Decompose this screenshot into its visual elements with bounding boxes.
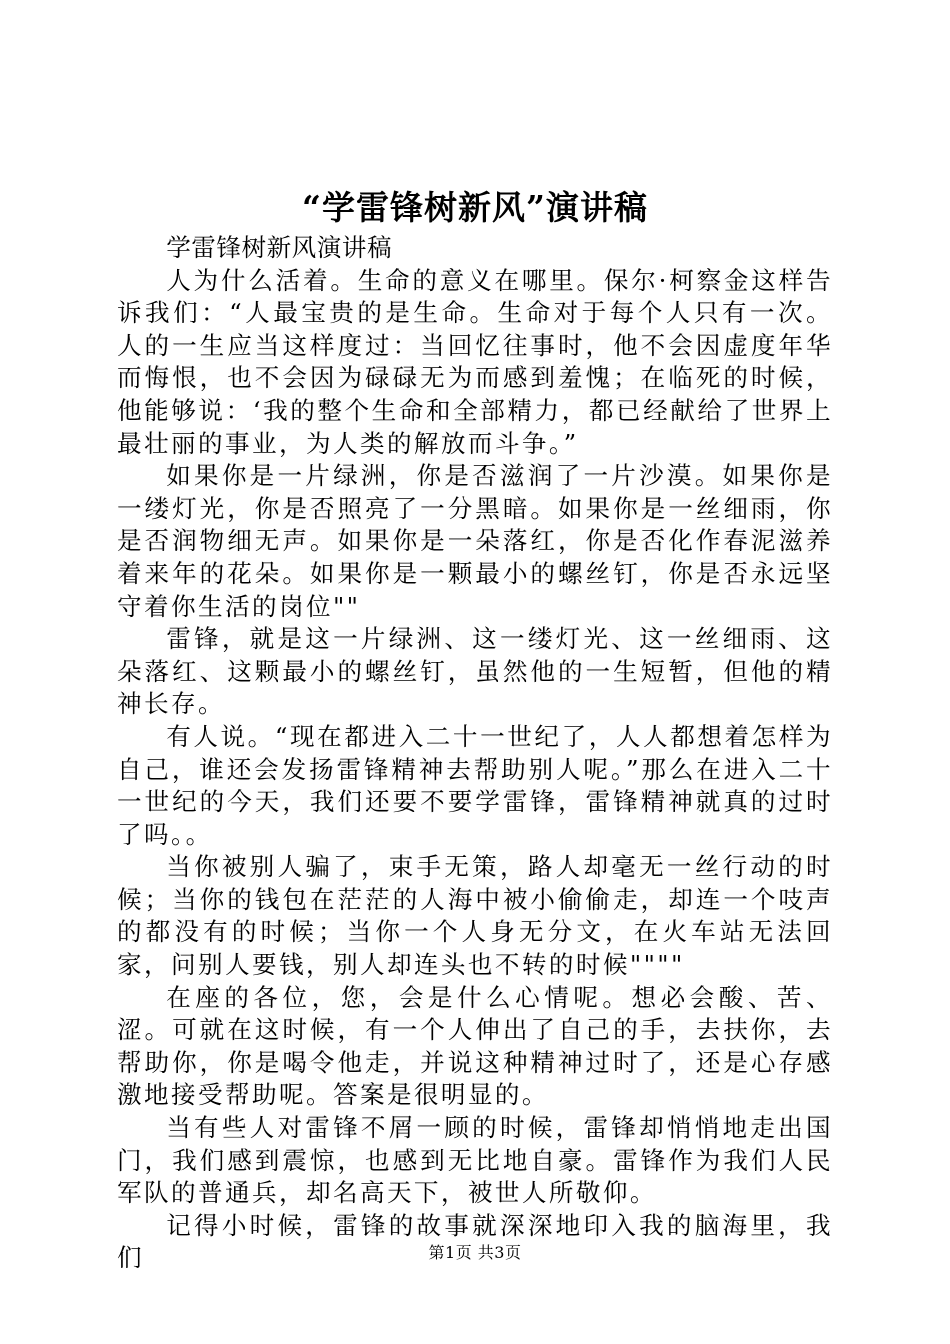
page-footer: 第1页 共3页 <box>428 1243 522 1262</box>
document-subtitle: 学雷锋树新风演讲稿 <box>166 233 393 262</box>
paragraph-1: 人为什么活着。生命的意义在哪里。保尔·柯察金这样告诉我们：“人最宝贵的是生命。生命对于每个人只有一次。人的一生应当这样度过：当回忆往事时，他不会因虚度年华而悔恨，也不会因为碌碌无为而感到羞愧；在临死的时候，他能够说：‘我的整个生命和全部精力，都已经献给了世界上最壮丽的事业，为人类的解放而斗争。” <box>117 265 833 458</box>
document-body <box>117 232 833 1275</box>
paragraph-3: 雷锋，就是这一片绿洲、这一缕灯光、这一丝细雨、这朵落红、这颗最小的螺丝钉，虽然他的一生短暂，但他的精神长存。 <box>117 624 833 719</box>
paragraph-2: 如果你是一片绿洲，你是否滋润了一片沙漠。如果你是一缕灯光，你是否照亮了一分黑暗。如果你是一丝细雨，你是否润物细无声。如果你是一朵落红，你是否化作春泥滋养着来年的花朵。如果你是一颗最小的螺丝钉，你是否永远坚守着你生活的岗位"" <box>117 461 833 621</box>
document-title: “学雷锋树新风”演讲稿 <box>302 188 648 227</box>
paragraph-7: 当有些人对雷锋不屑一顾的时候，雷锋却悄悄地走出国门，我们感到震惊，也感到无比地自豪。雷锋作为我们人民军队的普通兵，却名高天下，被世人所敬仰。 <box>117 1113 833 1208</box>
paragraph-8: 记得小时候，雷锋的故事就深深地印入我的脑海里，我们 <box>117 1210 833 1273</box>
paragraph-4: 有人说。“现在都进入二十一世纪了，人人都想着怎样为自己，谁还会发扬雷锋精神去帮助别人呢。”那么在进入二十一世纪的今天，我们还要不要学雷锋，雷锋精神就真的过时了吗。。 <box>117 721 833 849</box>
paragraph-6: 在座的各位，您，会是什么心情呢。想必会酸、苦、涩。可就在这时候，有一个人伸出了自己的手，去扶你，去帮助你，你是喝令他走，并说这种精神过时了，还是心存感激地接受帮助呢。答案是很明显的。 <box>117 982 833 1110</box>
paragraph-5: 当你被别人骗了，束手无策，路人却毫无一丝行动的时候；当你的钱包在茫茫的人海中被小偷偷走，却连一个吱声的都没有的时候；当你一个人身无分文，在火车站无法回家，问别人要钱，别人却连头也不转的时候"""" <box>117 852 833 980</box>
